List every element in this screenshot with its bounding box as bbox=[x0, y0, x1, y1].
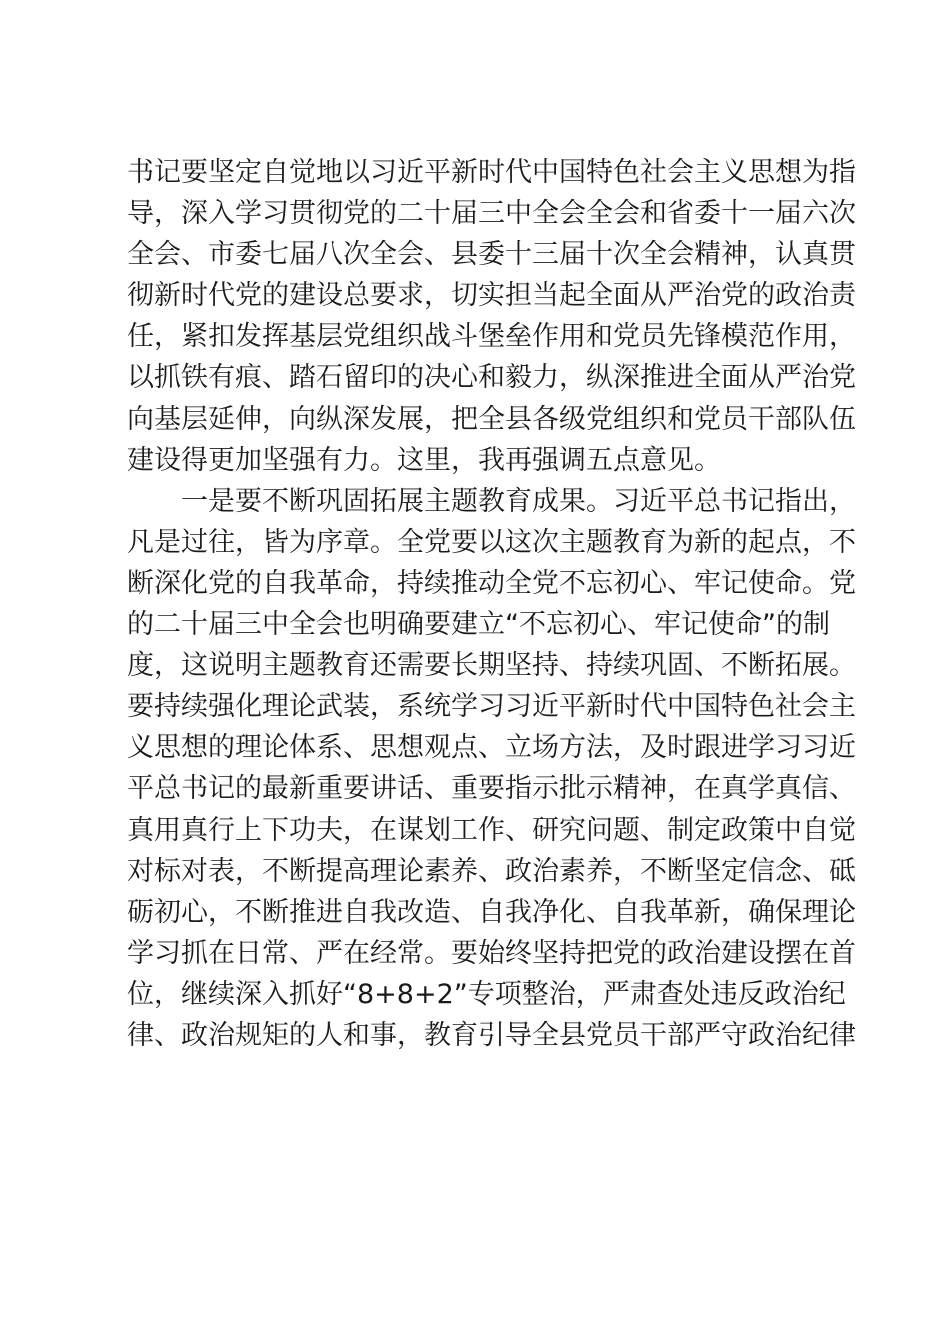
text-line: 以抓铁有痕、踏石留印的决心和毅力，纵深推进全面从严治党 bbox=[127, 362, 856, 394]
text-line: 书记要坚定自觉地以习近平新时代中国特色社会主义思想为指 bbox=[127, 157, 856, 188]
text-line: 全会、市委七届八次全会、县委十三届十次全会精神，认真贯 bbox=[127, 239, 856, 271]
text-line: 断深化党的自我革命，持续推动全党不忘初心、牢记使命。党 bbox=[127, 567, 856, 599]
text-line: 要持续强化理论武装，系统学习习近平新时代中国特色社会主 bbox=[127, 691, 856, 723]
text-line: 律、政治规矩的人和事，教育引导全县党员干部严守政治纪律 bbox=[127, 1019, 856, 1051]
paragraph-1 bbox=[127, 152, 856, 481]
text-line: 一是要不断巩固拓展主题教育成果。习近平总书记指出， bbox=[181, 485, 856, 517]
text-line: 对标对表，不断提高理论素养、政治素养，不断坚定信念、砥 bbox=[127, 855, 856, 887]
text-line: 彻新时代党的建设总要求，切实担当起全面从严治党的政治责 bbox=[127, 280, 856, 312]
text-line: 砺初心，不断推进自我改造、自我净化、自我革新，确保理论 bbox=[127, 896, 856, 928]
document-body bbox=[127, 152, 856, 1056]
text-line: 任，紧扣发挥基层党组织战斗堡垒作用和党员先锋模范作用， bbox=[127, 321, 856, 353]
text-line: 的二十届三中全会也明确要建立“不忘初心、牢记使命”的制 bbox=[127, 609, 830, 641]
text-line: 向基层延伸，向纵深发展，把全县各级党组织和党员干部队伍 bbox=[127, 403, 856, 435]
text-line: 平总书记的最新重要讲话、重要指示批示精神，在真学真信、 bbox=[127, 773, 856, 805]
text-line: 导，深入学习贯彻党的二十届三中全会全会和省委十一届六次 bbox=[127, 198, 856, 230]
text-line: 真用真行上下功夫，在谋划工作、研究问题、制定政策中自觉 bbox=[127, 814, 856, 846]
text-line: 凡是过往，皆为序章。全党要以这次主题教育为新的起点，不 bbox=[127, 526, 856, 558]
text-line: 位，继续深入抓好“8+8+2”专项整治，严肃查处违反政治纪 bbox=[127, 978, 846, 1010]
text-line: 学习抓在日常、严在经常。要始终坚持把党的政治建设摆在首 bbox=[127, 937, 856, 969]
text-line: 义思想的理论体系、思想观点、立场方法，及时跟进学习习近 bbox=[127, 732, 856, 764]
text-line: 建设得更加坚强有力。这里，我再强调五点意见。 bbox=[127, 444, 721, 476]
paragraph-2 bbox=[127, 481, 856, 1056]
text-line: 度，这说明主题教育还需要长期坚持、持续巩固、不断拓展。 bbox=[127, 650, 856, 682]
